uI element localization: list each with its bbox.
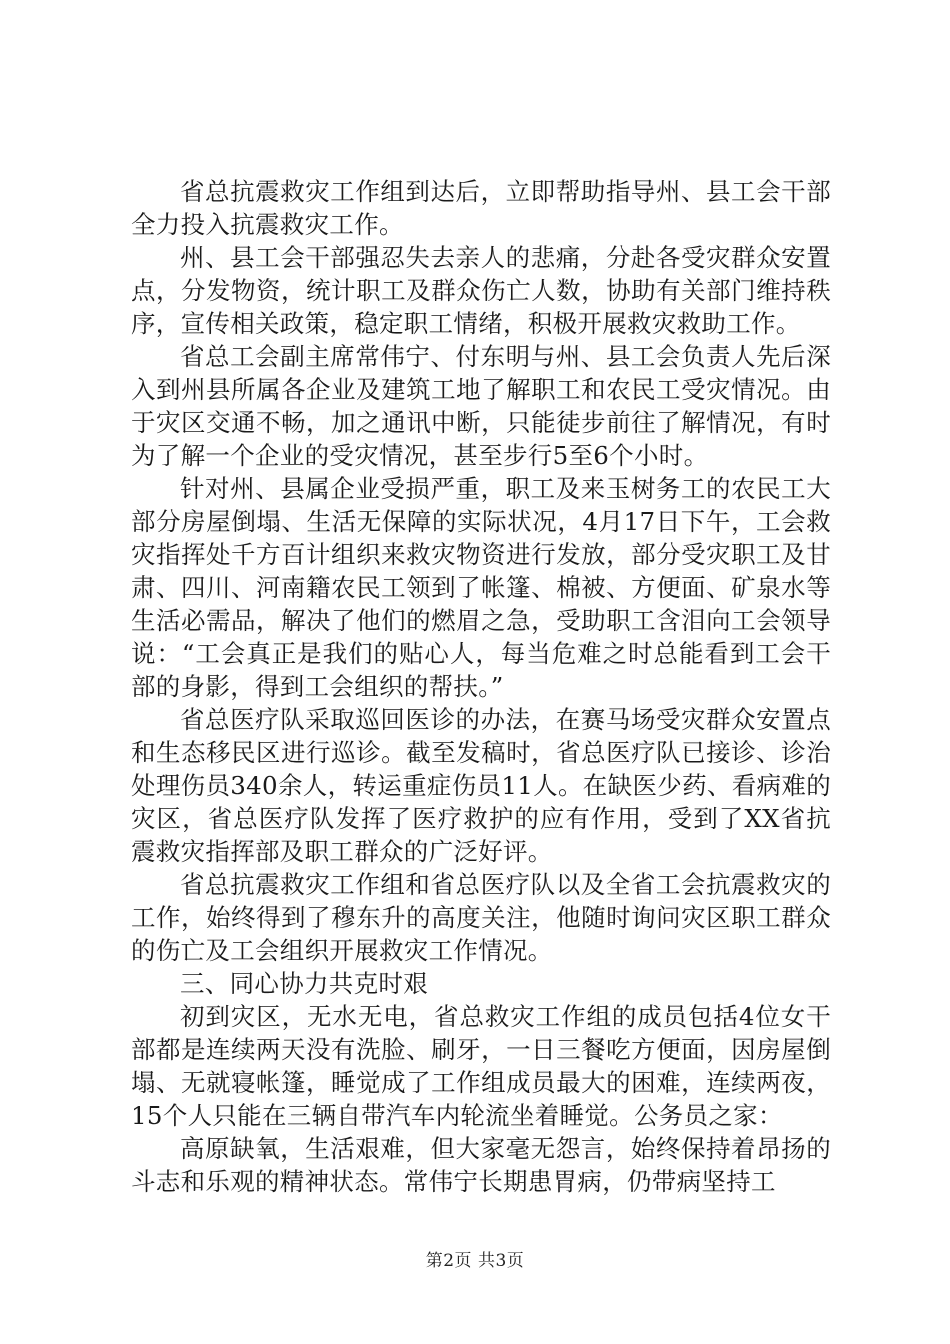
page-footer: 第2页 共3页 (425, 1251, 525, 1271)
section-heading: 三、同心协力共克时艰 (180, 969, 428, 998)
paragraph-8: 高原缺氧，生活艰难，但大家毫无怨言，始终保持着昂扬的斗志和乐观的精神状态。常伟宁长期患胃病，仍带病坚持工 (131, 1134, 831, 1196)
paragraph-1: 省总抗震救灾工作组到达后，立即帮助指导州、县工会干部全力投入抗震救灾工作。 (131, 177, 831, 239)
paragraph-3: 省总工会副主席常伟宁、付东明与州、县工会负责人先后深入到州县所属各企业及建筑工地了解职工和农民工受灾情况。由于灾区交通不畅，加之通讯中断，只能徒步前往了解情况，有时为了解一个企业的受灾情况，甚至步行5至6个小时。 (131, 342, 831, 470)
paragraph-4: 针对州、县属企业受损严重，职工及来玉树务工的农民工大部分房屋倒塌、生活无保障的实际状况，4月17日下午，工会救灾指挥处千方百计组织来救灾物资进行发放，部分受灾职工及甘肃、四川、河南籍农民工领到了帐篷、棉被、方便面、矿泉水等生活必需品，解决了他们的燃眉之急，受助职工含泪向工会领导说：“工会真正是我们的贴心人，每当危难之时总能看到工会干部的身影，得到工会组织的帮扶。” (131, 474, 831, 701)
paragraph-7: 初到灾区，无水无电，省总救灾工作组的成员包括4位女干部都是连续两天没有洗脸、刷牙，一日三餐吃方便面，因房屋倒塌、无就寝帐篷，睡觉成了工作组成员最大的困难，连续两夜，15个人只能在三辆自带汽车内轮流坐着睡觉。公务员之家： (131, 1002, 831, 1130)
paragraph-5: 省总医疗队采取巡回医诊的办法，在赛马场受灾群众安置点和生态移民区进行巡诊。截至发稿时，省总医疗队已接诊、诊治处理伤员340余人，转运重症伤员11人。在缺医少药、看病难的灾区，省总医疗队发挥了医疗救护的应有作用，受到了XX省抗震救灾指挥部及职工群众的广泛好评。 (131, 705, 831, 866)
paragraph-2: 州、县工会干部强忍失去亲人的悲痛，分赴各受灾群众安置点，分发物资，统计职工及群众伤亡人数，协助有关部门维持秩序，宣传相关政策，稳定职工情绪，积极开展救灾救助工作。 (131, 243, 831, 338)
paragraph-6: 省总抗震救灾工作组和省总医疗队以及全省工会抗震救灾的工作，始终得到了穆东升的高度关注，他随时询问灾区职工群众的伤亡及工会组织开展救灾工作情况。 (131, 870, 831, 965)
document-body (131, 175, 831, 1198)
